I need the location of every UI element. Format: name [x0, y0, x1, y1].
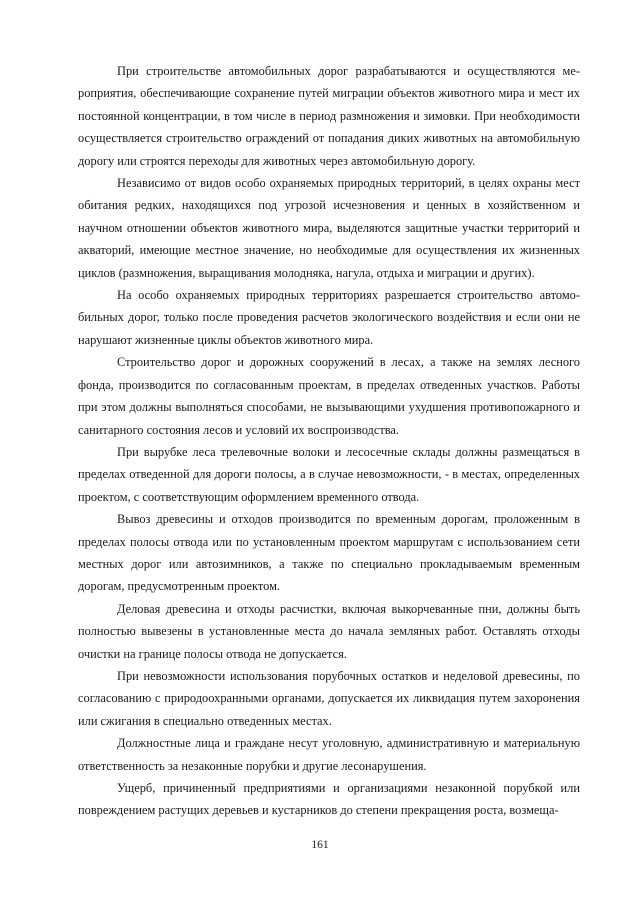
paragraph-timber-removal: Вывоз древесины и отходов производится по временным дорогам, проложенным в пределах полосы отвода или по установленным проектом маршрутам с использованием сети местных дорог или автозимников, а также по специально прокладываемым временным дорогам, предусмотренным проектом. [78, 512, 580, 594]
paragraph-clearing-waste: Деловая древесина и отходы расчистки, включая выкорчеванные пни, должны быть полностью вывезены в установленные места до начала земляных работ. Оставлять отходы очистки на границе полосы отвода не допускается. [78, 601, 580, 661]
paragraph-damage-compensation: Ущерб, причиненный предприятиями и организациями незаконной порубкой или повреждением растущих деревьев и кустарников до степени прекращения роста, возмеща- [78, 781, 580, 818]
paragraph-road-construction-permission: На особо охраняемых природных территориях разрешается строительство автомобильных дорог, только после проведения расчетов экологического воздействия и если они не нарушают жизненные циклы объектов животного мира. [78, 288, 580, 347]
page-number: 161 [311, 839, 329, 851]
paragraph-forest-construction: Строительство дорог и дорожных сооружений в лесах, а также на землях лесного фонда, производится по согласованным проектам, в пределах отведенных участков. Работы при этом должны выполняться способами, не вызывающими ухудшения противопожарного и санитарного состояния лесов и условий их воспроизводства. [78, 355, 580, 437]
paragraph-protected-areas: Независимо от видов особо охраняемых природных территорий, в целях охраны мест обитания редких, находящихся под угрозой исчезновения и ценных в хозяйственном и научном отношении объектов животного мира, выделяются защитные участки территорий и акваторий, имеющие местное значение, но необходимые для осуществления их жизненных циклов (размножения, выращивания молодняка, нагула, отдыха и миграции и других). [78, 176, 580, 280]
document-body [78, 60, 580, 822]
paragraph-migration-measures: При строительстве автомобильных дорог разрабатываются и осуществляются мероприятия, обеспечивающие сохранение путей миграции объектов животного мира и мест их постоянной концентрации, в том числе в период размножения и зимовки. При необходимости осуществляется строительство ограждений от попадания диких животных на автомобильную дорогу или строятся переходы для животных через автомобильную дорогу. [78, 64, 580, 168]
paragraph-logging-placement: При вырубке леса трелевочные волоки и лесосечные склады должны размещаться в пределах отведенной для дороги полосы, а в случае невозможности, - в местах, определенных проектом, с соответствующим оформлением временного отвода. [78, 444, 580, 504]
paragraph-liability: Должностные лица и граждане несут уголовную, административную и материальную ответственность за незаконные порубки и другие лесонарушения. [78, 736, 580, 773]
paragraph-residue-disposal: При невозможности использования порубочных остатков и неделовой древесины, по согласованию с природоохранными органами, допускается их ликвидация путем захоронения или сжигания в специально отведенных местах. [78, 668, 580, 728]
